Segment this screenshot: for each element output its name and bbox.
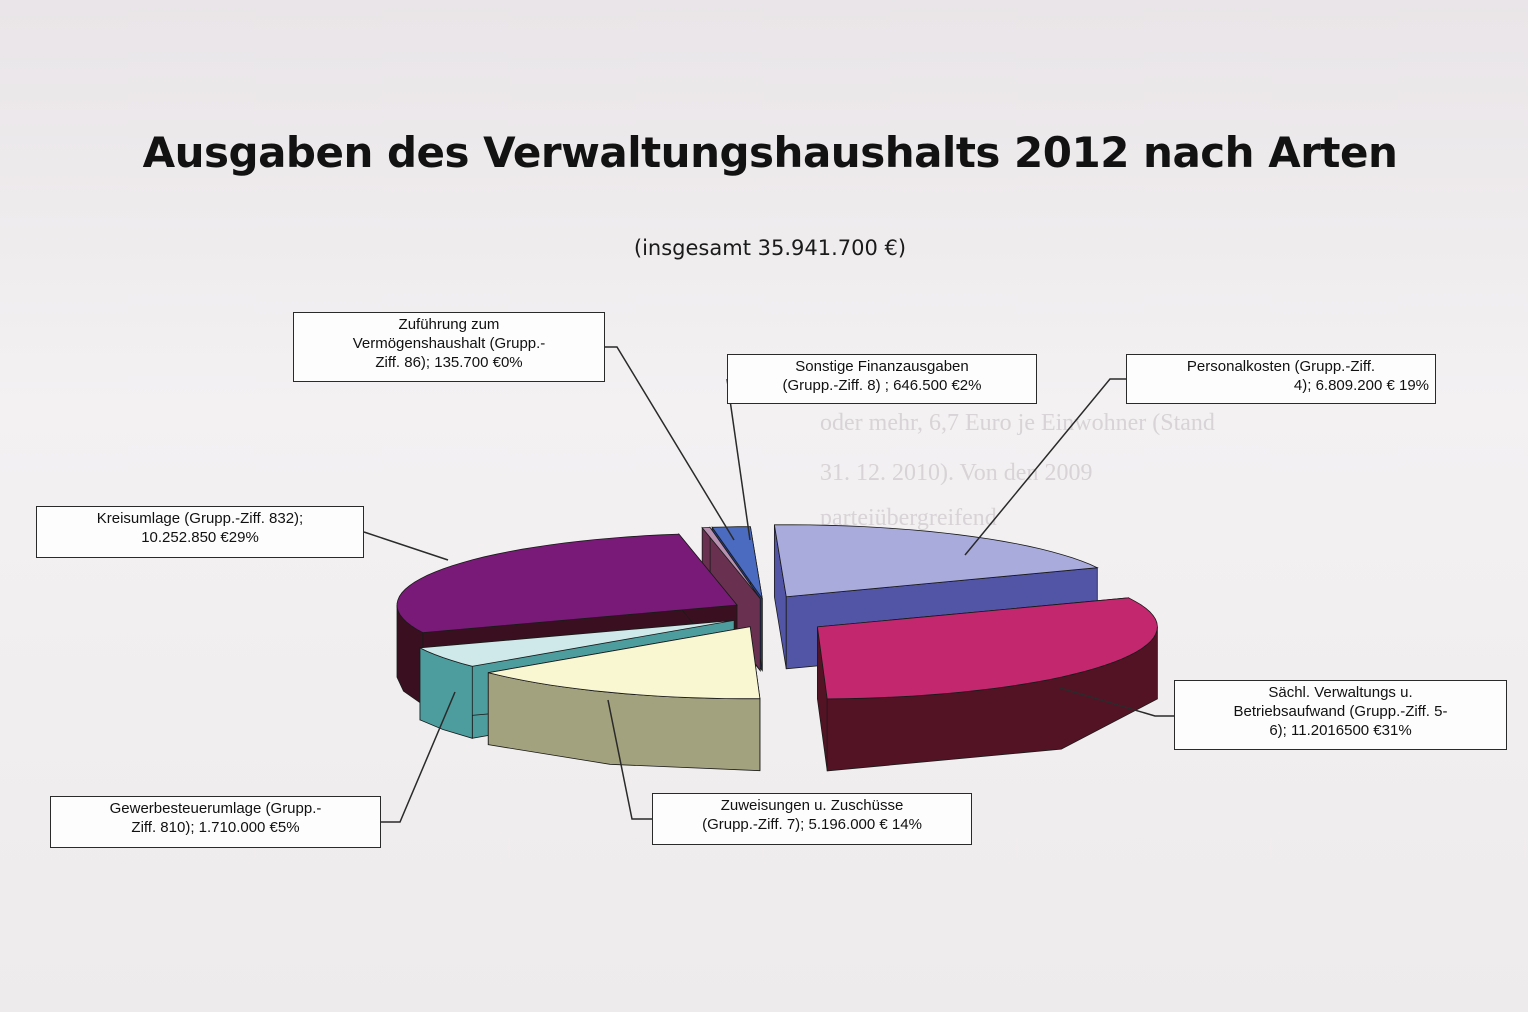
label-sach	[1174, 680, 1507, 750]
chart-title: Ausgaben des Verwaltungshaushalts 2012 nach Arten	[142, 128, 1398, 177]
bleed-through-text: 31. 12. 2010). Von den 2009	[820, 460, 1093, 486]
label-line: (Grupp.-Ziff. 7); 5.196.000 € 14%	[702, 816, 922, 833]
label-line: Zuweisungen u. Zuschüsse	[720, 797, 904, 814]
leader-line-personal	[965, 379, 1126, 555]
label-line: Zuführung zum	[398, 316, 500, 333]
pie-slices	[397, 525, 1157, 771]
label-personal	[1126, 354, 1436, 404]
bleed-through-text: parteiübergreifend	[820, 505, 997, 531]
label-line: Personalkosten (Grupp.-Ziff.	[1186, 358, 1376, 375]
label-line: 6); 11.2016500 €31%	[1269, 722, 1412, 739]
bleed-through-text: oder mehr, 6,7 Euro je Einwohner (Stand	[820, 410, 1215, 436]
pie-slice-sach	[817, 598, 1157, 771]
chart-subtitle: (insgesamt 35.941.700 €)	[633, 236, 907, 260]
label-line: (Grupp.-Ziff. 8) ; 646.500 €2%	[782, 377, 982, 394]
label-line: Sonstige Finanzausgaben	[795, 358, 969, 375]
label-gewerbe	[50, 796, 381, 848]
label-line: Gewerbesteuerumlage (Grupp.-	[109, 800, 322, 817]
leader-line-zufuehrung	[605, 347, 734, 540]
label-zuweisung	[652, 793, 972, 845]
leader-line-kreis	[364, 532, 448, 560]
label-line: 10.252.850 €29%	[141, 529, 259, 546]
label-line: Kreisumlage (Grupp.-Ziff. 832);	[96, 510, 304, 527]
label-line: Sächl. Verwaltungs u.	[1268, 684, 1413, 701]
label-kreis	[36, 506, 364, 558]
label-line: Vermögenshaushalt (Grupp.-	[352, 335, 546, 352]
label-line: Ziff. 86); 135.700 €0%	[375, 354, 523, 371]
label-line: Ziff. 810); 1.710.000 €5%	[131, 819, 300, 836]
label-line: Betriebsaufwand (Grupp.-Ziff. 5-	[1233, 703, 1448, 720]
label-sonstige	[727, 354, 1037, 404]
label-line: 4); 6.809.200 € 19%	[1293, 377, 1429, 394]
label-zufuehrung	[293, 312, 605, 382]
